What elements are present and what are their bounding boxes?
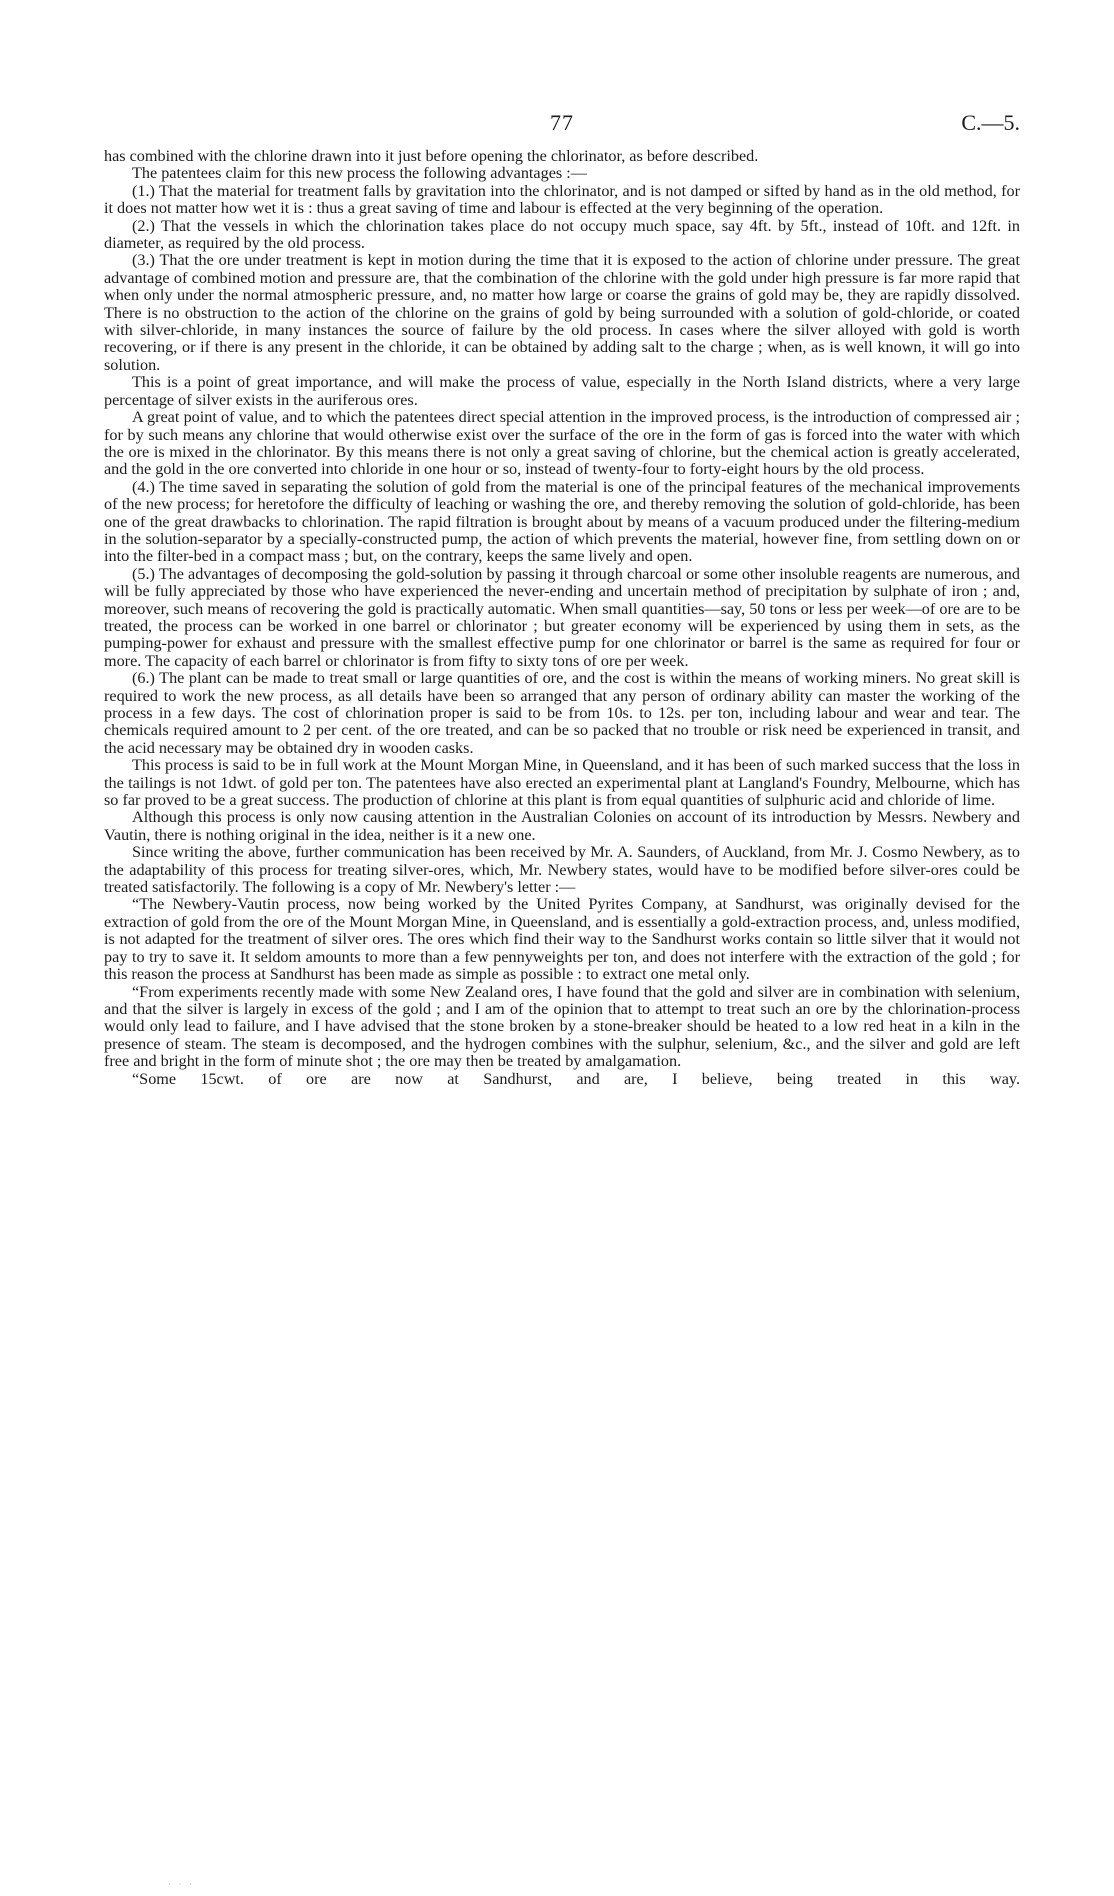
body-text — [104, 148, 1020, 1088]
page-header — [104, 110, 1020, 148]
document-page — [104, 110, 1020, 1088]
paragraph-advantage-4: (4.) The time saved in separating the solution of gold from the material is one of the principal features of the mechanical improvements of the new process; for heretofore the difficulty of leaching or washing the ore, and thereby removing the solution of gold-chloride, has been one of the great drawbacks to chlorination. The rapid filtration is brought about by means of a vacuum produced under the filtering-medium in the solution-separator by a specially-constructed pump, the action of which prevents the material, however fine, from settling down on or into the filter-bed in a compact mass ; but, on the contrary, keeps the same lively and open. — [104, 477, 1020, 566]
margin-mark: · · · — [168, 1880, 195, 1889]
paragraph-compressed-air: A great point of value, and to which the patentees direct special attention in the improved process, is the introduction of compressed air ; for by such means any chlorine that would otherwise exist over the surface of the ore in the form of gas is forced into the water with which the ore is mixed in the chlorinator. By this means there is not only a great saving of chlorine, but the chemical action is greatly accelerated, and the gold in the ore converted into chloride in one hour or so, instead of twenty-four to forty-eight hours by the old process. — [104, 408, 1020, 479]
paragraph-advantage-5: (5.) The advantages of decomposing the gold-solution by passing it through charcoal or some other insoluble reagents are numerous, and will be fully appreciated by those who have experienced the never-ending and uncertain method of precipitation by sulphate of iron ; and, moreover, such means of recovering the gold is practically automatic. When small quantities—say, 50 tons or less per week—of ore are to be treated, the process can be worked in one barrel or chlorinator ; but greater economy will be experienced by using them in sets, as the pumping-power for exhaust and pressure with the smallest effective pump for one chlorinator or barrel is the same as required for four or more. The capacity of each barrel or chlorinator is from fifty to sixty tons of ore per week. — [104, 564, 1020, 670]
paragraph-advantage-1: (1.) That the material for treatment falls by gravitation into the chlorinator, and is not damped or sifted by hand as in the old method, for it does not matter how wet it is : thus a great saving of time and labour is effected at the very beginning of the operation. — [104, 181, 1020, 218]
paragraph-advantage-2: (2.) That the vessels in which the chlorination takes place do not occupy much space, say 4ft. by 5ft., instead of 10ft. and 12ft. in diameter, as required by the old process. — [104, 216, 1020, 253]
paragraph-letter-2: “From experiments recently made with some New Zealand ores, I have found that the gold and silver are in combination with selenium, and that the silver is largely in excess of the gold ; and I am of the opinion that to attempt to treat such an ore by the chlorination-process would only lead to failure, and I have advised that the stone broken by a stone-breaker should be heated to a low red heat in a kiln in the presence of steam. The steam is decomposed, and the hydrogen combines with the sulphur, selenium, &c., and the silver and gold are left free and bright in the form of minute shot ; the ore may then be treated by amalgamation. — [104, 982, 1020, 1071]
paragraph-advantage-6: (6.) The plant can be made to treat small or large quantities of ore, and the cost is within the means of working miners. No great skill is required to work the new process, as all details have been so arranged that any person of ordinary ability can master the working of the process in a few days. The cost of chlorination proper is said to be from 10s. to 12s. per ton, including labour and wear and tear. The chemicals required amount to 2 per cent. of the ore treated, and can be so packed that no trouble or risk need be experienced in transit, and the acid necessary may be obtained dry in wooden casks. — [104, 669, 1020, 757]
paragraph-advantage-3: (3.) That the ore under treatment is kept in motion during the time that it is exposed to the action of chlorine under pressure. The great advantage of combined motion and pressure are, that the combination of the chlorine with the gold under high pressure is far more rapid that when only under the normal atmospheric pressure, and, no matter how large or coarse the grains of gold may be, they are rapidly dissolved. There is no obstruction to the action of the chlorine on the grains of gold by being surrounded with a solution of gold-chloride, or coated with silver-chloride, in many instances the source of failure by the old process. In cases where the silver alloyed with gold is worth recovering, or if there is any present in the chloride, it can be obtained by adding salt to the charge ; when, as is well known, it will go into solution. — [104, 251, 1020, 374]
paragraph-letter-1: “The Newbery-Vautin process, now being worked by the United Pyrites Company, at Sandhurst, was originally devised for the extraction of gold from the ore of the Mount Morgan Mine, in Queensland, and is essentially a gold-extraction process, and, unless modified, is not adapted for the treatment of silver ores. The ores which find their way to the Sandhurst works contain so little silver that it would not pay to try to save it. It seldom amounts to more than a few pennyweights per ton, and does not interfere with the extraction of the gold ; for this reason the process at Sandhurst has been made as simple as possible : to extract one metal only. — [104, 895, 1020, 984]
paragraph-silver-note: This is a point of great importance, and will make the process of value, especially in the North Island districts, where a very large percentage of silver exists in the auriferous ores. — [104, 373, 1020, 409]
paragraph-continuation: has combined with the chlorine drawn into it just before opening the chlorinator, as before described. — [104, 147, 759, 165]
paragraph-communication: Since writing the above, further communication has been received by Mr. A. Saunders, of Auckland, from Mr. J. Cosmo Newbery, as to the adaptability of this process for treating silver-ores, which, Mr. Newbery states, would have to be modified before silver-ores could be treated satisfactorily. The following is a copy of Mr. Newbery's letter :— — [104, 843, 1020, 897]
paragraph-advantages-intro: The patentees claim for this new process the following advantages :— — [132, 164, 587, 183]
paragraph-letter-3: “Some 15cwt. of ore are now at Sandhurst, and are, I believe, being treated in this way. — [132, 1069, 1020, 1088]
page-number: 77 — [550, 110, 574, 135]
paragraph-mount-morgan: This process is said to be in full work at the Mount Morgan Mine, in Queensland, and it has been of such marked success that the loss in the tailings is not 1dwt. of gold per ton. The patentees have also erected an experimental plant at Langland's Foundry, Melbourne, which has so far proved to be a great success. The production of chlorine at this plant is from equal quantities of sulphuric acid and chloride of lime. — [104, 756, 1020, 810]
paragraph-originality: Although this process is only now causing attention in the Australian Colonies on account of its introduction by Messrs. Newbery and Vautin, there is nothing original in the idea, neither is it a new one. — [104, 808, 1020, 844]
document-reference: C.—5. — [961, 110, 1020, 135]
